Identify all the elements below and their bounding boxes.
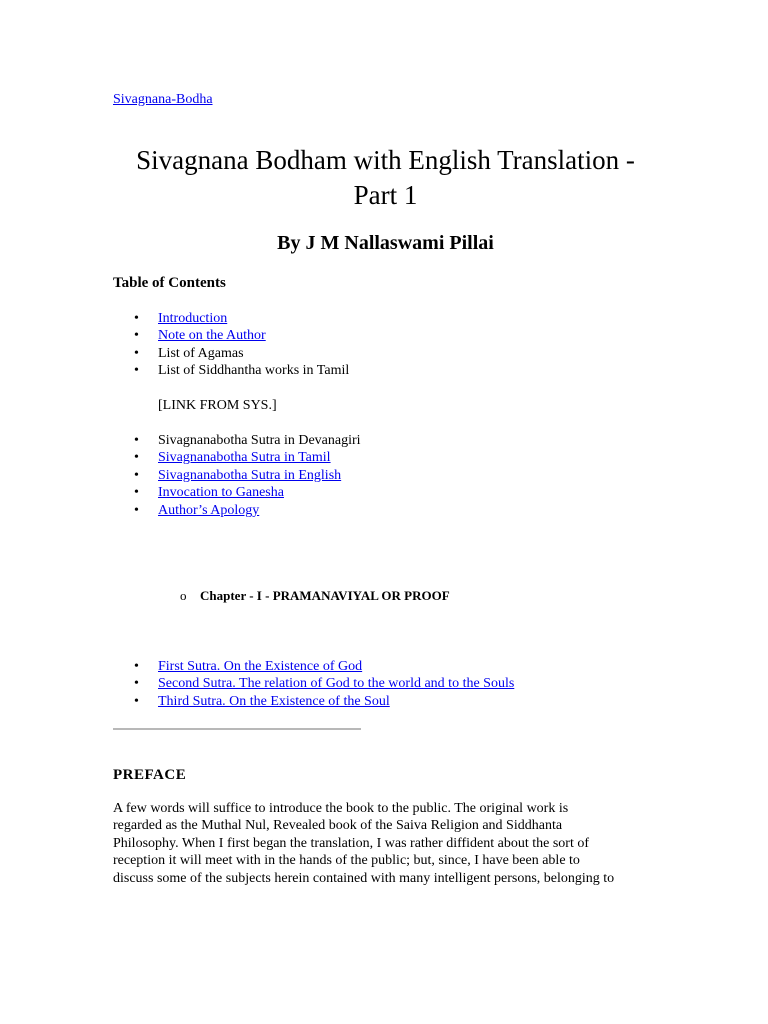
preface-line: reception it will meet with in the hands of the public; but, since, I have been able to: [113, 853, 580, 869]
page-title: Sivagnana Bodham with English Translation - Part 1: [136, 145, 635, 210]
toc-text: List of Agamas: [158, 345, 244, 361]
toc-item[interactable]: [113, 484, 361, 501]
preface-heading: PREFACE: [113, 767, 187, 783]
toc-list-2: [113, 432, 361, 519]
circle-bullet-icon: o: [180, 588, 187, 603]
toc-text: List of Siddhantha works in Tamil: [158, 363, 350, 379]
toc-list-3: [113, 658, 514, 710]
toc-link[interactable]: Author’s Apology: [158, 502, 260, 518]
bullet-icon: •: [134, 502, 139, 518]
toc-text: Sivagnanabotha Sutra in Devanagiri: [158, 433, 361, 448]
bullet-icon: •: [134, 450, 139, 466]
toc-link[interactable]: Note on the Author: [158, 328, 266, 344]
breadcrumb-link[interactable]: Sivagnana-Bodha: [113, 92, 213, 107]
toc-item[interactable]: [113, 327, 349, 344]
bullet-icon: •: [134, 693, 139, 709]
toc-item: [113, 345, 349, 362]
preface-line: A few words will suffice to introduce the book to the public. The original work is: [113, 801, 569, 816]
preface-line: Philosophy. When I first began the translation, I was rather diffident about the sort of: [113, 835, 590, 851]
toc-item[interactable]: [113, 502, 361, 519]
preface-paragraph: [113, 800, 658, 887]
toc-link[interactable]: Sivagnanabotha Sutra in Tamil: [158, 450, 331, 466]
bullet-icon: •: [134, 433, 139, 448]
chapter-label: Chapter - I - PRAMANAVIYAL OR PROOF: [200, 588, 450, 603]
bullet-icon: •: [134, 659, 139, 674]
toc-item: [113, 432, 361, 449]
toc-item: [113, 362, 349, 379]
toc-item[interactable]: [113, 467, 361, 484]
toc-item[interactable]: [113, 693, 514, 710]
toc-link[interactable]: Third Sutra. On the Existence of the Soul: [158, 693, 390, 709]
link-note: [LINK FROM SYS.]: [158, 398, 277, 413]
toc-link[interactable]: Introduction: [158, 311, 228, 326]
toc-link[interactable]: Sivagnanabotha Sutra in English: [158, 467, 342, 483]
toc-item[interactable]: [113, 658, 514, 675]
toc-list-1: [113, 310, 349, 380]
chapter-heading: [180, 587, 450, 605]
horizontal-divider: [113, 728, 361, 730]
bullet-icon: •: [134, 328, 139, 344]
bullet-icon: •: [134, 485, 139, 501]
preface-line: regarded as the Muthal Nul, Revealed book of the Saiva Religion and Siddhanta: [113, 818, 563, 834]
bullet-icon: •: [134, 676, 139, 692]
toc-link[interactable]: Invocation to Ganesha: [158, 485, 284, 501]
toc-link[interactable]: First Sutra. On the Existence of God: [158, 659, 363, 674]
toc-link[interactable]: Second Sutra. The relation of God to the world and to the Souls: [158, 676, 515, 692]
bullet-icon: •: [134, 311, 139, 326]
author-byline: By J M Nallaswami Pillai: [277, 232, 494, 254]
toc-heading: Table of Contents: [113, 275, 226, 291]
toc-item[interactable]: [113, 675, 514, 692]
bullet-icon: •: [134, 363, 139, 379]
preface-line: discuss some of the subjects herein contained with many intelligent persons, belonging to: [113, 870, 615, 886]
bullet-icon: •: [134, 345, 139, 361]
toc-item[interactable]: [113, 310, 349, 327]
toc-item[interactable]: [113, 449, 361, 466]
bullet-icon: •: [134, 467, 139, 483]
